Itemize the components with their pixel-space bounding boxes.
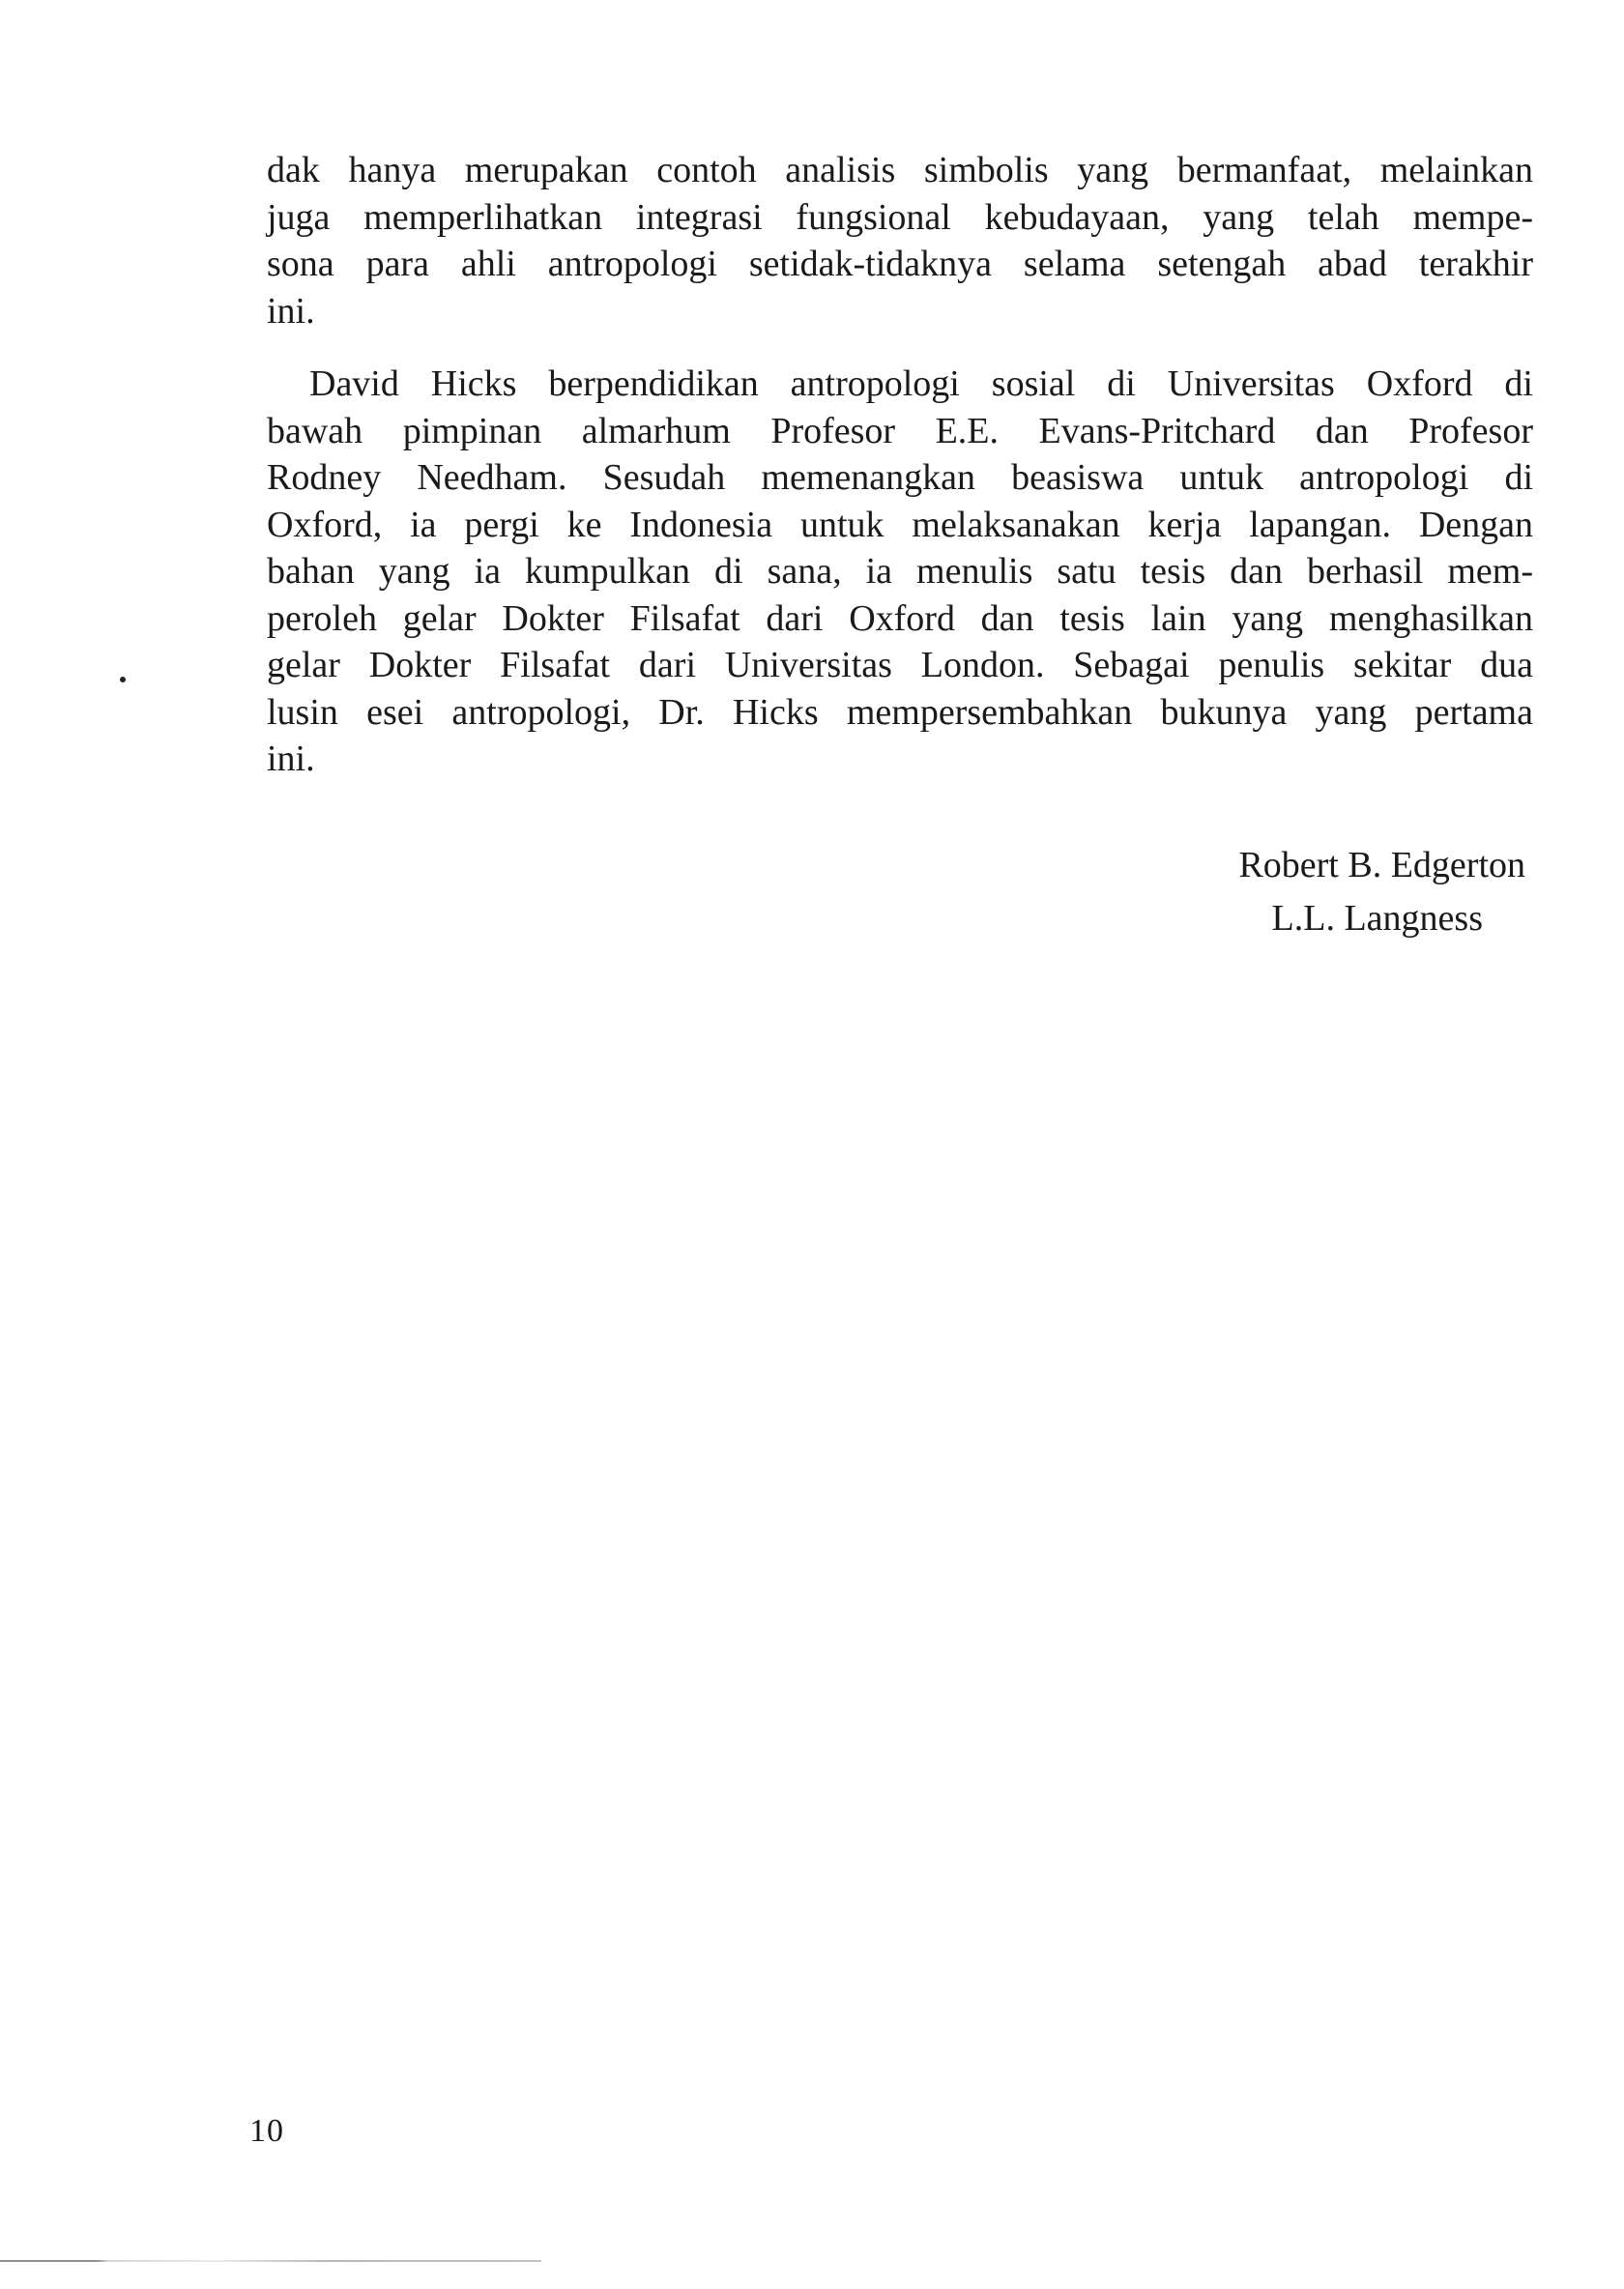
text-line: bawah pimpinan almarhum Profesor E.E. Evans-Pritchard dan Profesor	[267, 410, 1533, 451]
text-line: juga memperlihatkan integrasi fungsional kebudayaan, yang telah mempe-	[267, 196, 1533, 238]
paragraph-continuation	[267, 147, 1533, 334]
text-line: Oxford, ia pergi ke Indonesia untuk melaksanakan kerja lapangan. Dengan	[267, 504, 1533, 545]
scan-edge-line	[0, 2260, 541, 2262]
text-line: lusin esei antropologi, Dr. Hicks mempersembahkan bukunya yang pertama	[267, 691, 1533, 733]
margin-mark	[120, 677, 126, 682]
signature-block	[1238, 839, 1525, 945]
text-line: gelar Dokter Filsafat dari Universitas London. Sebagai penulis sekitar dua	[267, 645, 1533, 685]
text-line: Rodney Needham. Sesudah memenangkan beasiswa untuk antropologi di	[267, 457, 1533, 498]
text-line: peroleh gelar Dokter Filsafat dari Oxford dan tesis lain yang menghasilkan	[267, 597, 1533, 639]
text-line: sona para ahli antropologi setidak-tidaknya selama setengah abad terakhir	[267, 244, 1533, 284]
text-line: bahan yang ia kumpulkan di sana, ia menulis satu tesis dan berhasil mem-	[267, 551, 1533, 592]
paragraph-author-bio	[267, 361, 1533, 783]
text-line: dak hanya merupakan contoh analisis simbolis yang bermanfaat, melainkan	[267, 150, 1533, 190]
text-line: ini.	[267, 739, 315, 779]
signature-name: Robert B. Edgerton	[1238, 845, 1525, 885]
signature-name: L.L. Langness	[1271, 898, 1483, 939]
text-line: ini.	[267, 290, 315, 332]
page-number: 10	[249, 2113, 284, 2149]
text-line: David Hicks berpendidikan antropologi sosial di Universitas Oxford di	[309, 363, 1533, 404]
